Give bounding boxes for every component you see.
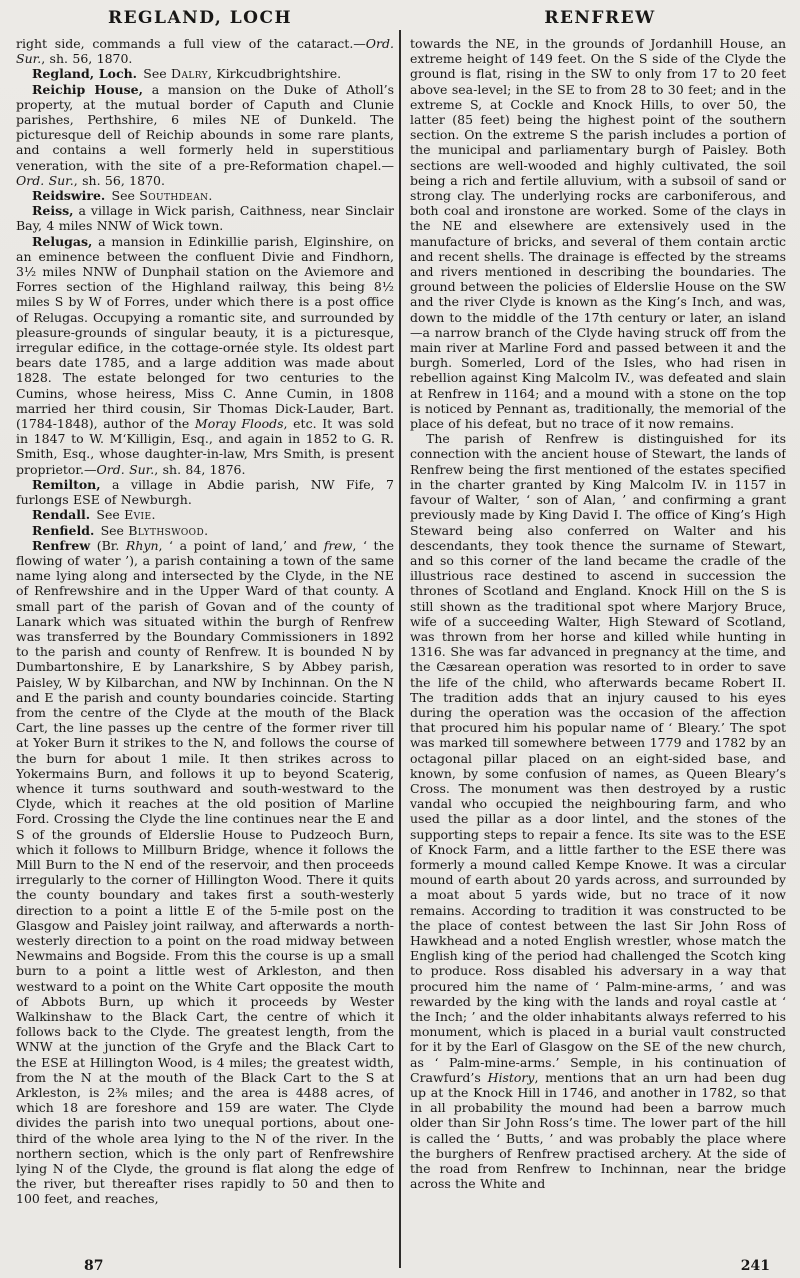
entry-text-segment: Blythswood <box>128 522 205 538</box>
entry-text-segment: Reichip House, <box>32 81 143 97</box>
left-running-head: REGLAND, LOCH <box>107 8 293 28</box>
left-text-column <box>16 36 394 1254</box>
entry-text-segment: Evie <box>124 507 152 523</box>
entry-text-segment: Rendall. <box>32 507 91 523</box>
entry-text-segment: History <box>487 1069 535 1085</box>
entry-text-segment: , etc. It was sold in 1847 to W. M‘Killigin, Esq., and again in 1852 to G. R. Smith, Esq., whose daughter-in-law, Mrs Smith, is present proprietor.— <box>16 416 394 477</box>
entry-paragraph <box>16 82 394 188</box>
entry-text-segment: . <box>208 188 213 204</box>
entry-paragraph <box>16 234 394 477</box>
entry-text-segment: Rhyn <box>125 537 159 553</box>
entry-text-segment: . <box>151 507 156 523</box>
entry-text-segment: See <box>90 507 125 523</box>
entry-paragraph <box>16 203 394 233</box>
entry-text-segment: Remilton, <box>32 476 101 492</box>
entry-text-segment: Renfield. <box>32 522 95 538</box>
entry-text-segment: right side, commands a full view of the cataract.— <box>16 36 366 51</box>
entry-paragraph <box>16 477 394 507</box>
right-text-column <box>410 36 786 1254</box>
entry-text-segment: Renfrew <box>32 537 91 553</box>
entry-text-segment: Relugas, <box>32 233 93 249</box>
page-number-left: 87 <box>84 1258 104 1274</box>
entry-text-segment: towards the NE, in the grounds of Jordanhill House, an extreme height of 149 feet. On the S side of the Clyde the ground is flat, rising in the SW to only from 17 to 20 feet above sea-level; in the SE to from 28 to 30 feet; and in the extreme S, at Cockle and Knock Hills, to over 50, the latter (85 feet) being the highest point of the southern section. On the extreme S the parish includes a portion of the municipal and parliamentary burgh of Paisley. Both sections are well-wooded and highly cultivated, the soil being a rich and fertile alluvium, with a subsoil of sand or strong clay. The underlying rocks are carboniferous, and both coal and ironstone are worked. Some of the clays in the NE and elsewhere are extensively used in the manufacture of bricks, and several of them contain arctic and recent shells. The drainage is effected by the streams and rivers mentioned in describing the boundaries. The ground between the policies of Elderslie House on the SW and the river Clyde is known as the King’s Inch, and was, down to the middle of the 17th century or later, an island—a narrow branch of the Clyde having struck off from the main river at Marline Ford and passed between it and the burgh. Somerled, Lord of the Isles, who had risen in rebellion against King Malcolm IV., was defeated and slain at Renfrew in 1164; and a mound with a stone on the top is noticed by Pennant as, traditionally, the memorial of the place of his defeat, but no trace of it now remains. <box>410 36 786 432</box>
entry-text-segment: Ord. Sur. <box>96 461 155 477</box>
entry-text-segment: Southdean <box>139 188 209 204</box>
entry-text-segment: , ‘ a point of land,’ and <box>158 537 324 553</box>
column-divider-rule <box>399 30 401 1268</box>
entry-text-segment: Reidswire. <box>32 188 106 204</box>
entry-text-segment: Dalry <box>171 66 208 82</box>
entry-text-segment: See <box>105 188 140 204</box>
entry-text-segment: , sh. 84, 1876. <box>154 461 246 477</box>
entry-text-segment: a mansion on the Duke of Atholl’s property, at the mutual border of Caputh and Clunie parishes, Perthshire, 6 miles NE of Dunkeld. The picturesque dell of Reichip abounds in some rare plants, and contains a well formerly held in superstitious veneration, with the site of a pre-Reformation chapel.— <box>16 81 394 173</box>
page-number-right: 241 <box>740 1258 770 1274</box>
entry-text-segment: Moray Floods <box>194 416 284 432</box>
entry-paragraph <box>16 188 394 203</box>
entry-paragraph <box>410 431 786 1191</box>
entry-text-segment: Ord. Sur. <box>16 172 74 188</box>
entry-paragraph <box>16 66 394 81</box>
entry-paragraph <box>16 36 394 66</box>
entry-text-segment: a village in Wick parish, Caithness, near Sinclair Bay, 4 miles NNW of Wick town. <box>16 203 394 234</box>
right-running-head: RENFREW <box>544 8 656 28</box>
entry-text-segment: The parish of Renfrew is distinguished for its connection with the ancient house of Stewart, the lands of Renfrew being the first mentioned of the estates specified in the charter granted by King Malcolm IV. in 1157 in favour of Walter, ‘ son of Alan, ’ and confirming a grant previously made by King David I. The office of King’s High Steward being also conferred on Walter and his descendants, they took thence the surname of Stewart, and so this corner of the land became the cradle of the illustrious race destined to ascend in succession the thrones of Scotland and England. Knock Hill on the S is still shown as the traditional spot where Marjory Bruce, wife of a succeeding Walter, High Steward of Scotland, was thrown from her horse and killed while hunting in 1316. She was far advanced in pregnancy at the time, and the Cæsarean operation was resorted to in order to save the life of the child, who afterwards became Robert II. The tradition adds that an injury caused to his eyes during the operation was the occasion of the affection that procured him his popular name of ‘ Bleary.’ The spot was marked till somewhere between 1779 and 1782 by an octagonal pillar placed on an eight-sided base, and known, by some confusion of names, as Queen Bleary’s Cross. The monument was then destroyed by a rustic vandal who occupied the neighbouring farm, and who used the pillar as a door lintel, and the stones of the supporting steps to repair a fence. Its site was to the ESE of Knock Farm, and a little farther to the ESE there was formerly a mound called Kempe Knowe. It was a circular mound of earth about 20 yards across, and surrounded by a moat about 5 yards wide, but no trace of it now remains. According to tradition it was constructed to be the place of contest between the last Sir John Ross of Hawkhead and a noted English wrestler, whose match the English king of the period had challenged the Scotch king to produce. Ross disabled his adversary in a way that procured him the name of ‘ Palm-mine-arms, ’ and was rewarded by the king with the lands and royal castle at ‘ the Inch; ’ and the older inhabitants always referred to his monument, which is placed in a burial vault constructed for it by the Earl of Glasgow on the SE of the new church, as ‘ Palm-mine-arms.’ Semple, in his continuation of Crawfurd’s <box>410 431 786 1085</box>
entry-text-segment: See <box>137 66 172 82</box>
entry-text-segment: Ord. Sur. <box>16 36 394 67</box>
entry-text-segment: , Kirkcudbrightshire. <box>207 66 342 82</box>
entry-text-segment: Reiss, <box>32 203 74 219</box>
entry-paragraph <box>16 523 394 538</box>
entry-text-segment: frew <box>323 537 353 553</box>
entry-paragraph <box>410 36 786 431</box>
entry-text-segment: a mansion in Edinkillie parish, Elginshire, on an eminence between the confluent Divie and Findhorn, 3½ miles NNW of Dunphail station on the Aviemore and Forres section of the Highland railway, this being 8½ miles S by W of Forres, under which there is a post office of Relugas. Occupying a romantic site, and surrounded by pleasure-grounds of singular beauty, it is a picturesque, irregular edifice, in the cottage-ornée style. Its oldest part bears date 1785, and a large addition was made about 1828. The estate belonged for two centuries to the Cumins, whose heiress, Miss C. Anne Cumin, in 1808 married her third cousin, Sir Thomas Dick-Lauder, Bart. (1784-1848), author of the <box>16 233 394 432</box>
entry-text-segment: See <box>94 522 129 538</box>
entry-text-segment: , sh. 56, 1870. <box>41 51 133 67</box>
entry-text-segment: , sh. 56, 1870. <box>73 172 165 188</box>
entry-text-segment: , ‘ the flowing of water ’), a parish containing a town of the same name lying along and intersected by the Clyde, in the NE of Renfrewshire and in the Upper Ward of that county. A small part of the parish of Govan and of the county of Lanark which was situated within the burgh of Renfrew was transferred by the Boundary Commissioners in 1892 to the parish and county of Renfrew. It is bounded N by Dumbartonshire, E by Lanarkshire, S by Abbey parish, Paisley, W by Kilbarchan, and NW by Inchinnan. On the N and E the parish and county boundaries coincide. Starting from the centre of the Clyde at the mouth of the Black Cart, the line passes up the centre of the former river till at Yoker Burn it strikes to the N, and follows the course of the burn for about 1 mile. It then strikes across to Yokermains Burn, and follows it up to beyond Scaterig, whence it turns southward and south-westward to the Clyde, which it reaches at the old position of Marline Ford. Crossing the Clyde the line continues near the E and S of the grounds of Elderslie House to Pudzeoch Burn, which it follows to Millburn Bridge, whence it follows the Mill Burn to the N end of the reservoir, and then proceeds irregularly to the corner of Hillington Wood. There it quits the county boundary and takes first a south-westerly direction to a point a little E of the 5-mile post on the Glasgow and Paisley joint railway, and afterwards a north-westerly direction to a point on the road midway between Newmains and Bogside. From this the course is up a small burn to a point a little west of Arkleston, and then westward to a point on the White Cart opposite the mouth of Abbots Burn, up which it proceeds by Wester Walkinshaw to the Black Cart, the centre of which it follows back to the Clyde. The greatest length, from the WNW at the junction of the Gryfe and the Black Cart to the ESE at Hillington Wood, is 4 miles; the greatest width, from the N at the mouth of the Black Cart to the S at Arkleston, is 2⅜ miles; and the area is 4488 acres, of which 18 are foreshore and 159 are water. The Clyde divides the parish into two unequal portions, about one-third of the whole area lying to the N of the river. In the northern section, which is the only part of Renfrewshire lying N of the Clyde, the ground is flat along the edge of the river, but thereafter rises rapidly to 50 and then to 100 feet, and reaches, <box>16 537 394 1207</box>
entry-text-segment: , mentions that an urn had been dug up at the Knock Hill in 1746, and another in 1782, so that in all probability the mound had been a barrow much older than Sir John Ross’s time. The lower part of the hill is called the ‘ Butts, ’ and was probably the place where the burghers of Renfrew practised archery. At the side of the road from Renfrew to Inchinnan, near the bridge across the White and <box>410 1069 786 1192</box>
entry-text-segment: . <box>204 522 209 538</box>
entry-text-segment: Regland, Loch. <box>32 66 138 82</box>
entry-paragraph <box>16 507 394 522</box>
entry-paragraph <box>16 538 394 1207</box>
entry-text-segment: a village in Abdie parish, NW Fife, 7 furlongs ESE of Newburgh. <box>16 476 394 508</box>
entry-text-segment: (Br. <box>90 537 126 553</box>
